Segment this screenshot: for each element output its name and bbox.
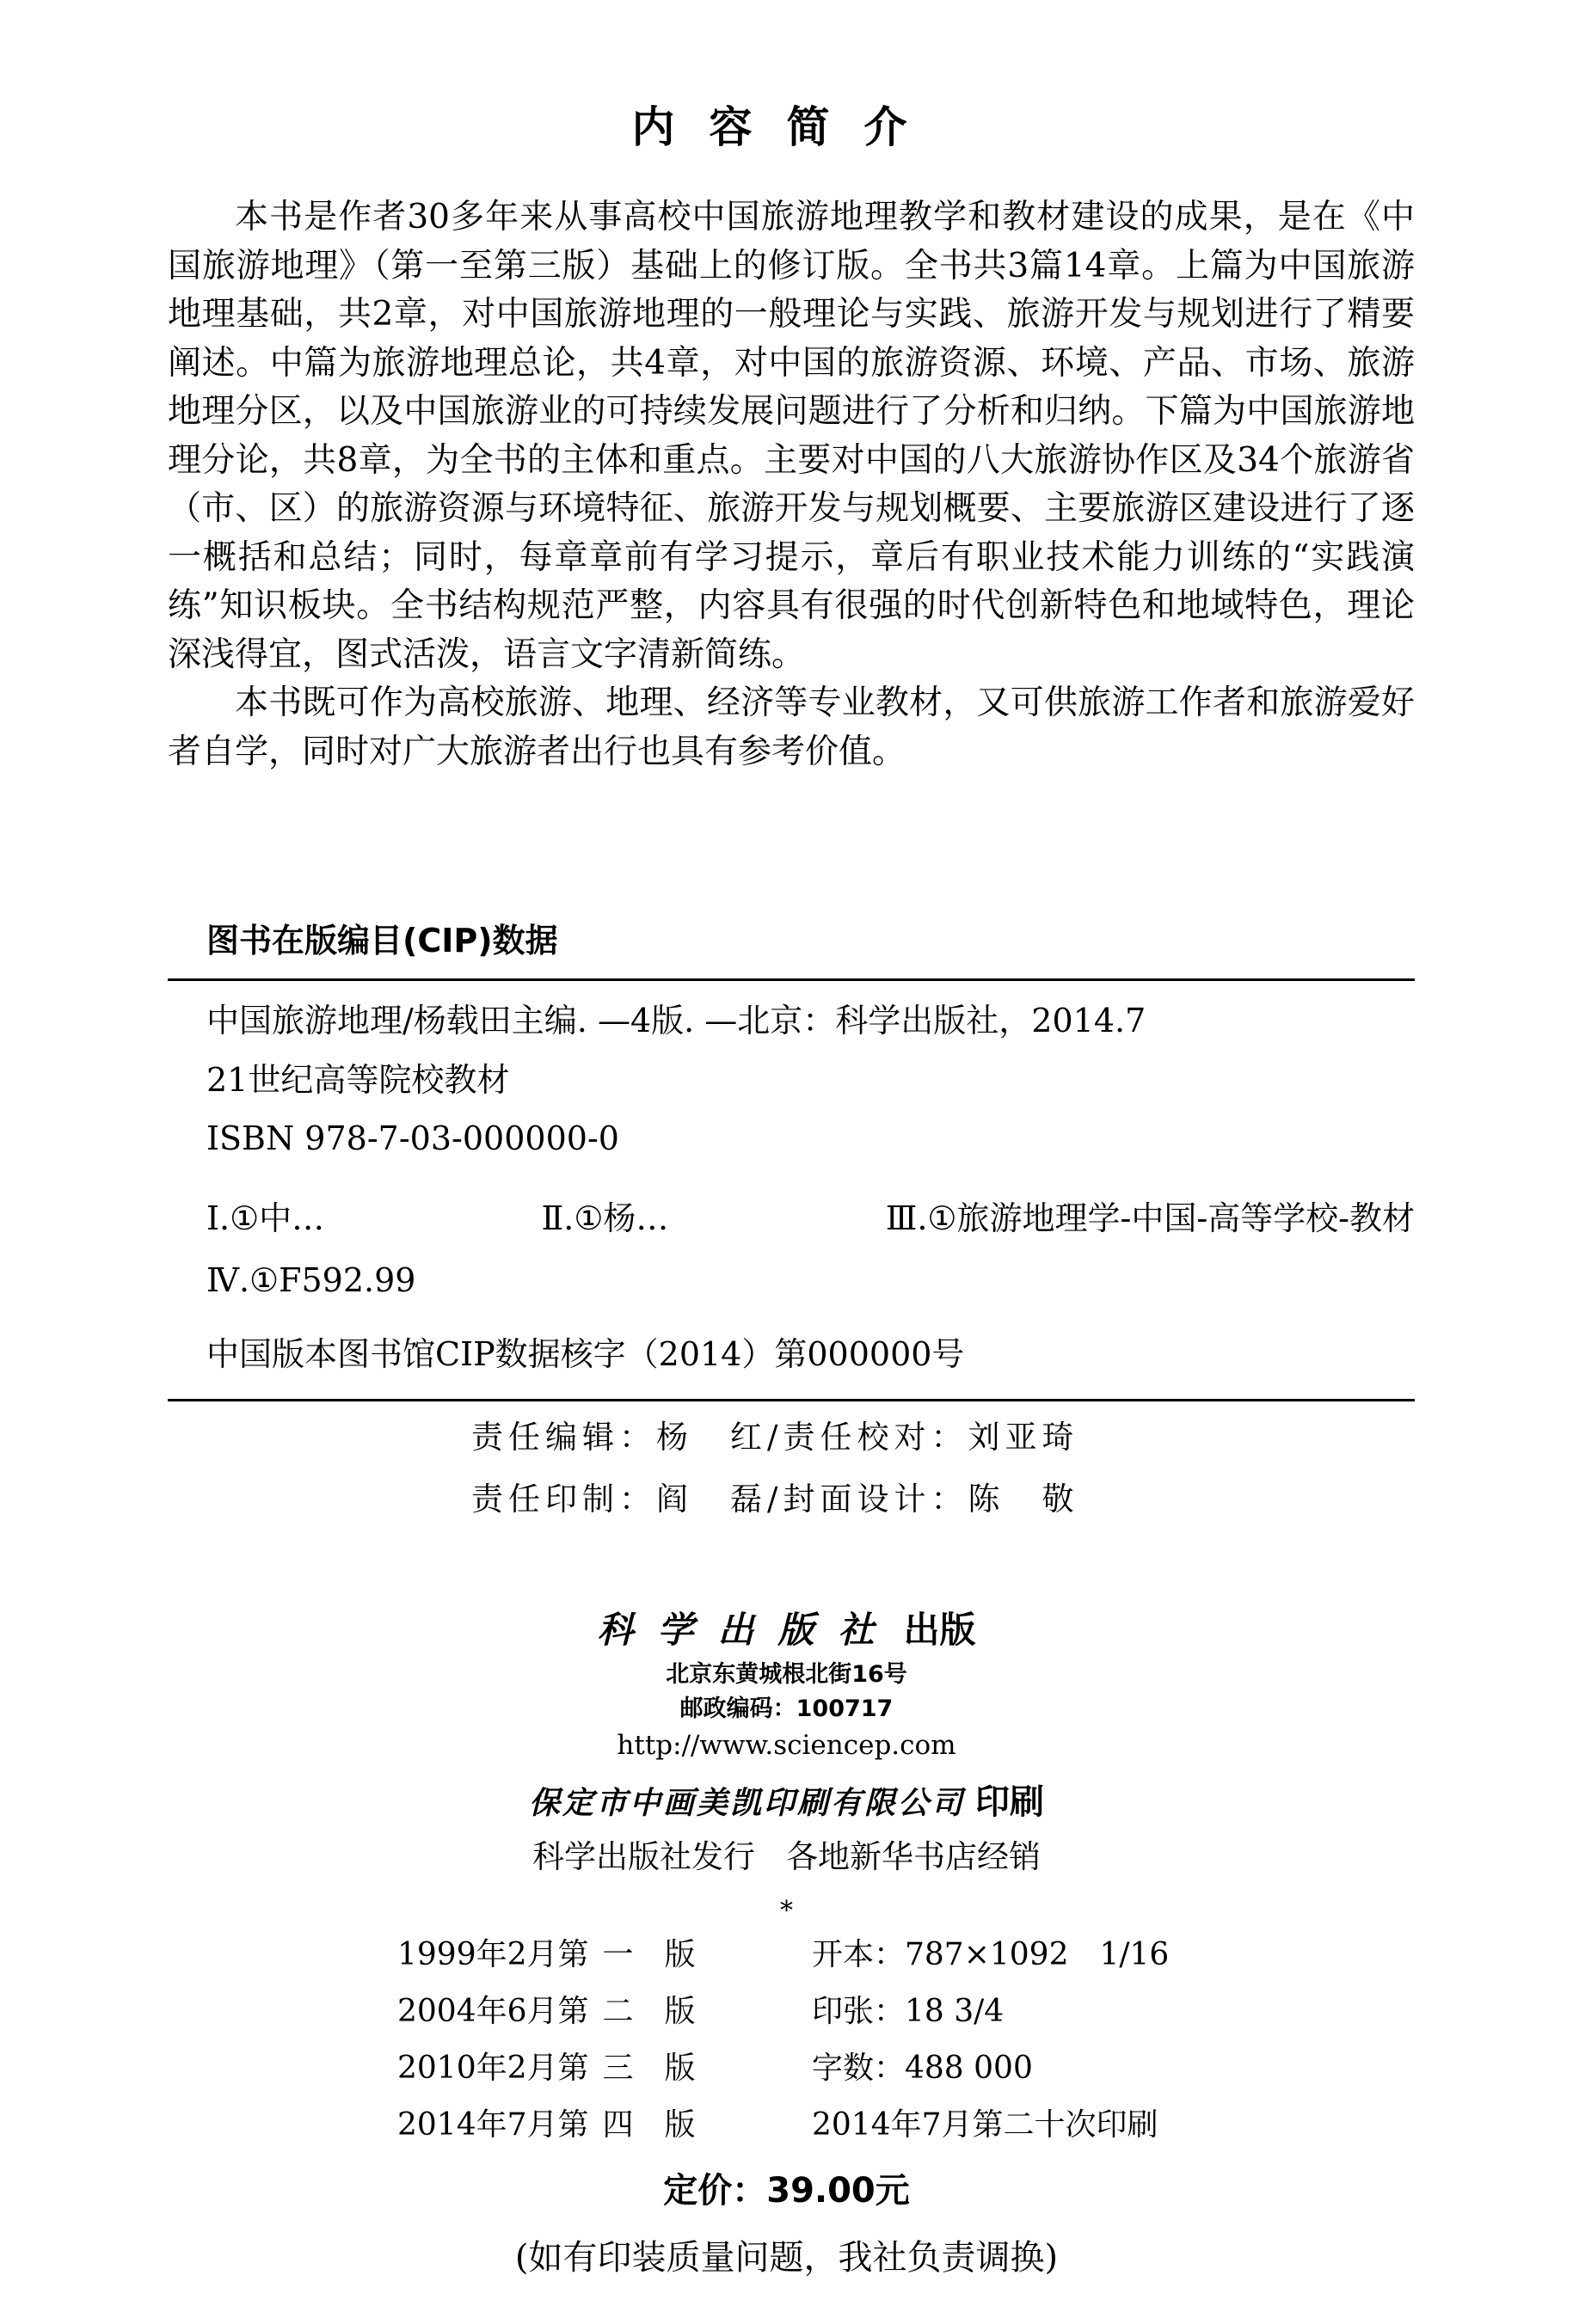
cip-top-divider [168,978,1415,981]
cip-class-item: Ⅲ.①旅游地理学-中国-高等学校-教材 [885,1199,1415,1237]
printer-suffix: 印刷 [975,1782,1044,1822]
publisher-name: 科学出版社 [597,1609,899,1651]
edition-date: 2010年2月第 三版 [397,2051,727,2086]
edition-date: 2004年6月第 二版 [397,1994,727,2029]
distribution-line [0,1837,1573,1878]
cip-record-number: 中国版本图书馆CIP数据核字（2014）第000000号 [206,1335,965,1373]
retailer: 各地新华书店经销 [786,1838,1041,1875]
cip-book-record: 中国旅游地理/杨载田主编. —4版. —北京：科学出版社，2014.7 [206,1002,1146,1039]
cip-series: 21世纪高等院校教材 [206,1061,510,1099]
edition-date: 2014年7月第 四版 [397,2107,727,2143]
separator-asterisk: * [780,1896,793,1926]
cip-bottom-divider [168,1399,1415,1401]
cip-class-number: Ⅳ.①F592.99 [206,1261,416,1299]
publisher-url: http://www.sciencep.com [617,1730,956,1761]
cip-heading: 图书在版编目(CIP)数据 [206,922,558,960]
edition-date: 1999年2月第 一版 [397,1937,727,1972]
summary-paragraph-1: 本书是作者30多年来从事高校中国旅游地理教学和教材建设的成果，是在《中国旅游地理》（第一至第三版）基础上的修订版。全书共3篇14章。上篇为中国旅游地理基础，共2章，对中国旅游地理的一般理论与实践、旅游开发与规划进行了精要阐述。中篇为旅游地理总论，共4章，对中国的旅游资源、环境、产品、市场、旅游地理分区，以及中国旅游业的可持续发展问题进行了分析和归纳。下篇为中国旅游地理分论，共8章，为全书的主体和重点。主要对中国的八大旅游协作区及34个旅游省（市、区）的旅游资源与环境特征、旅游开发与规划概要、主要旅游区建设进行了逐一概括和总结；同时，每章章前有学习提示，章后有职业技术能力训练的“实践演练”知识板块。全书结构规范严整，内容具有很强的时代创新特色和地域特色，理论深浅得宜，图式活泼，语言文字清新简练。 [168,198,1415,674]
publisher-line [0,1608,1573,1653]
publisher-postcode: 邮政编码：100717 [679,1695,894,1722]
content-summary [168,193,1415,776]
distributor: 科学出版社发行 [532,1838,755,1875]
cip-class-item: Ⅱ.①杨… [541,1199,669,1237]
cip-classification [206,1198,1415,1239]
staff-production: 责任印制：阎 磊/封面设计：陈 敬 [471,1481,1079,1518]
printer-line [0,1780,1573,1826]
cip-isbn: ISBN 978-7-03-000000-0 [206,1119,619,1157]
staff-editors: 责任编辑：杨 红/责任校对：刘亚琦 [471,1419,1079,1456]
edition-info: 印张：18 3/4 [812,1994,1005,2029]
quality-notice: (如有印装质量问题，我社负责调换) [514,2238,1059,2278]
page-title: 内容简介 [631,102,942,152]
edition-info: 开本：787×1092 1/16 [812,1937,1170,1972]
cip-class-item: Ⅰ.①中… [206,1199,325,1237]
publisher-suffix: 出版 [903,1609,976,1651]
publisher-address: 北京东黄城根北街16号 [666,1661,907,1688]
printer-name: 保定市中画美凯印刷有限公司 [528,1786,965,1821]
price: 定价：39.00元 [663,2171,910,2211]
edition-info: 字数：488 000 [812,2051,1033,2086]
summary-paragraph-2: 本书既可作为高校旅游、地理、经济等专业教材，又可供旅游工作者和旅游爱好者自学，同时对广大旅游者出行也具有参考价值。 [168,684,1415,771]
edition-info: 2014年7月第二十次印刷 [812,2107,1158,2143]
